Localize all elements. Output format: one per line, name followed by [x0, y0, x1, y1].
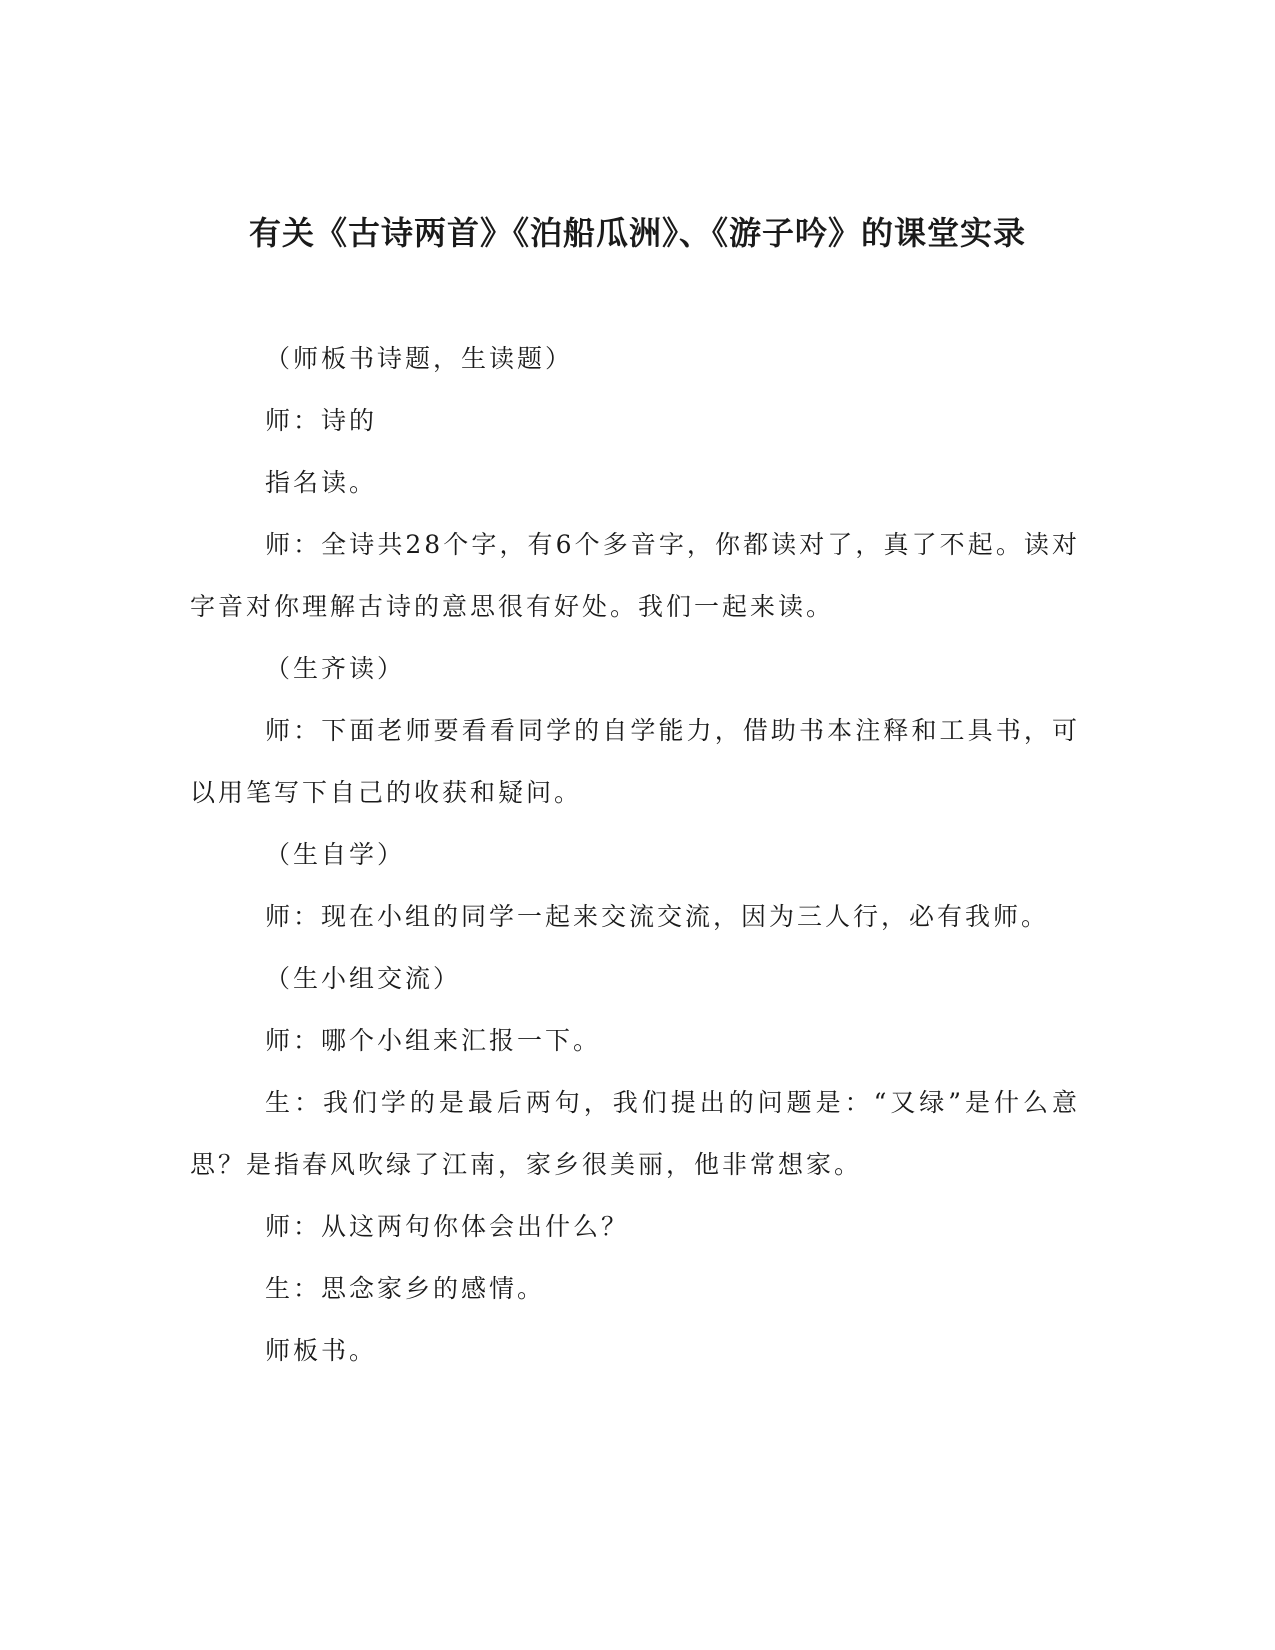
paragraph: （师板书诗题，生读题）	[265, 344, 574, 373]
paragraph: （生齐读）	[265, 654, 406, 683]
paragraph: 生：我们学的是最后两句，我们提出的问题是：“又绿”是什么意思？是指春风吹绿了江南，家乡很美丽，他非常想家。	[190, 1088, 1080, 1179]
paragraph: 指名读。	[265, 468, 378, 497]
paragraph: 师：诗的	[265, 406, 378, 435]
paragraph: 师：现在小组的同学一起来交流交流，因为三人行，必有我师。	[265, 902, 1050, 931]
paragraph: 师：下面老师要看看同学的自学能力，借助书本注释和工具书，可以用笔写下自己的收获和疑问。	[190, 716, 1080, 807]
paragraph: 生：思念家乡的感情。	[265, 1274, 546, 1303]
paragraph: 师：哪个小组来汇报一下。	[265, 1026, 602, 1055]
document-body	[190, 328, 1080, 1382]
document-title: 有关《古诗两首》《泊船瓜洲》、《游子吟》的课堂实录	[248, 214, 1026, 252]
paragraph: 师：全诗共28个字，有6个多音字，你都读对了，真了不起。读对字音对你理解古诗的意思很有好处。我们一起来读。	[190, 530, 1080, 621]
paragraph: 师：从这两句你体会出什么？	[265, 1212, 630, 1241]
paragraph: （生小组交流）	[265, 964, 462, 993]
paragraph: 师板书。	[265, 1336, 378, 1365]
paragraph: （生自学）	[265, 840, 406, 869]
